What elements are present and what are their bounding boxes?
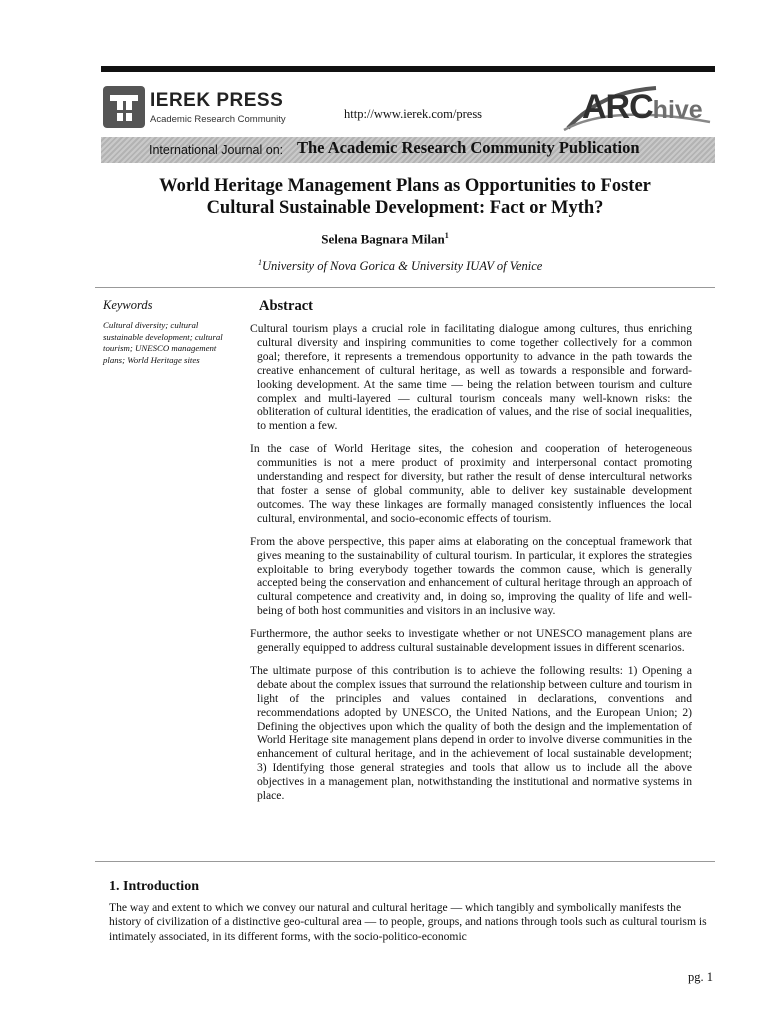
publisher-tagline: Academic Research Community: [150, 114, 286, 125]
affiliation: [258, 258, 542, 274]
keywords-text: Cultural diversity; cultural sustainable development; cultural tourism; UNESCO management plans; World Heritage sites: [103, 320, 223, 365]
section-divider-bottom: [95, 861, 715, 862]
affiliation-text: University of Nova Gorica & University IUAV of Venice: [262, 259, 543, 274]
archive-wordmark-main: ARC: [582, 88, 653, 126]
journal-label: International Journal on:: [149, 143, 284, 157]
paper-title-line-2: Cultural Sustainable Development: Fact or Myth?: [206, 198, 604, 218]
affiliation-superscript: 1: [258, 258, 262, 267]
abstract-body: [250, 322, 692, 812]
journal-title: The Academic Research Community Publication: [297, 138, 640, 157]
paper-title-line-1: World Heritage Management Plans as Opportunities to Foster: [159, 176, 651, 196]
introduction-paragraph: The way and extent to which we convey our natural and cultural heritage — which tangibly and symbolically manifests the history of civilization of a distinctive geo-cultural area — to people, groups, and nations through tools such as cultural tourism is intimately associated, in its different forms, with the socio-politico-economic: [109, 901, 707, 943]
publisher-name: IEREK PRESS: [150, 90, 284, 111]
ierek-logo-icon: [103, 86, 145, 128]
paper-title: [95, 175, 715, 219]
journal-banner: [101, 137, 715, 163]
archive-wordmark: [582, 88, 703, 127]
introduction-body: [109, 901, 715, 944]
page-number: pg. 1: [688, 970, 713, 984]
author: [0, 231, 770, 247]
keywords-heading: Keywords: [103, 298, 153, 312]
abstract-paragraph: The ultimate purpose of this contribution is to achieve the following results: 1) Opening a debate about the complex issues that surround the relationship between culture and tourism in light of the principles and values contained in declarations, conventions and recommendations adopted by UNESCO, the United Nations, and the European Union; 2) Defining the objectives upon which the quality of both the design and the implementation of World Heritage site management plans depend in order to involve diverse communities in the enhancement of cultural heritage, and in the achievement of local sustainable development; 3) Identifying those general strategies and tools that allow us to include all the above objectives in a management plan, notwithstanding the institutional and normative systems in place.: [250, 663, 692, 803]
abstract-heading: Abstract: [259, 298, 313, 314]
top-rule: [101, 66, 715, 72]
archive-logo: [560, 84, 715, 132]
abstract-paragraph: From the above perspective, this paper aims at elaborating on the conceptual framework that gives meaning to the sustainability of cultural tourism. In particular, it explores the strategies exploitable to bring everybody together towards the common cause, which is generally accepted being the conservation and enhancement of cultural heritage through an approach of cultural competence and creativity and, in doing so, improving the quality of life and well-being of both host communities and visitors in an inclusive way.: [250, 534, 692, 618]
abstract-paragraph: In the case of World Heritage sites, the cohesion and cooperation of heterogeneous communities is not a mere product of proximity and interpersonal contact promoting understanding and respect for diversity, but rather the result of dense intercultural networks that foster a sense of global community, able to deliver key sustainable development outcomes. The way these linkages are formally managed consistently influences the local cultural, environmental, and socio-economic effects of tourism.: [250, 442, 692, 525]
introduction-heading: 1. Introduction: [109, 879, 199, 894]
abstract-paragraph: Cultural tourism plays a crucial role in facilitating dialogue among cultures, thus enriching cultural diversity and inspiring communities to come together collectively for a common goal; therefore, it represents a tremendous opportunity to advance in the path towards the creative enhancement of cultural heritage, as well as towards a responsible and forward-looking development. At the same time — being the relation between tourism and culture complex and multi-layered — cultural tourism conceals many well-known risks: the obliteration of cultural identities, the eradication of values, and the rise of social inequalities, to mention a few.: [250, 322, 692, 433]
publisher-url[interactable]: http://www.ierek.com/press: [344, 107, 483, 121]
author-name: Selena Bagnara Milan: [321, 231, 445, 247]
abstract-paragraph: Furthermore, the author seeks to investigate whether or not UNESCO management plans are generally equipped to address cultural sustainable development issues in different scenarios.: [250, 627, 692, 655]
ierek-press-logo: [103, 86, 293, 130]
section-divider-top: [95, 287, 715, 288]
author-superscript: 1: [444, 231, 449, 240]
archive-wordmark-suffix: hive: [652, 96, 703, 124]
